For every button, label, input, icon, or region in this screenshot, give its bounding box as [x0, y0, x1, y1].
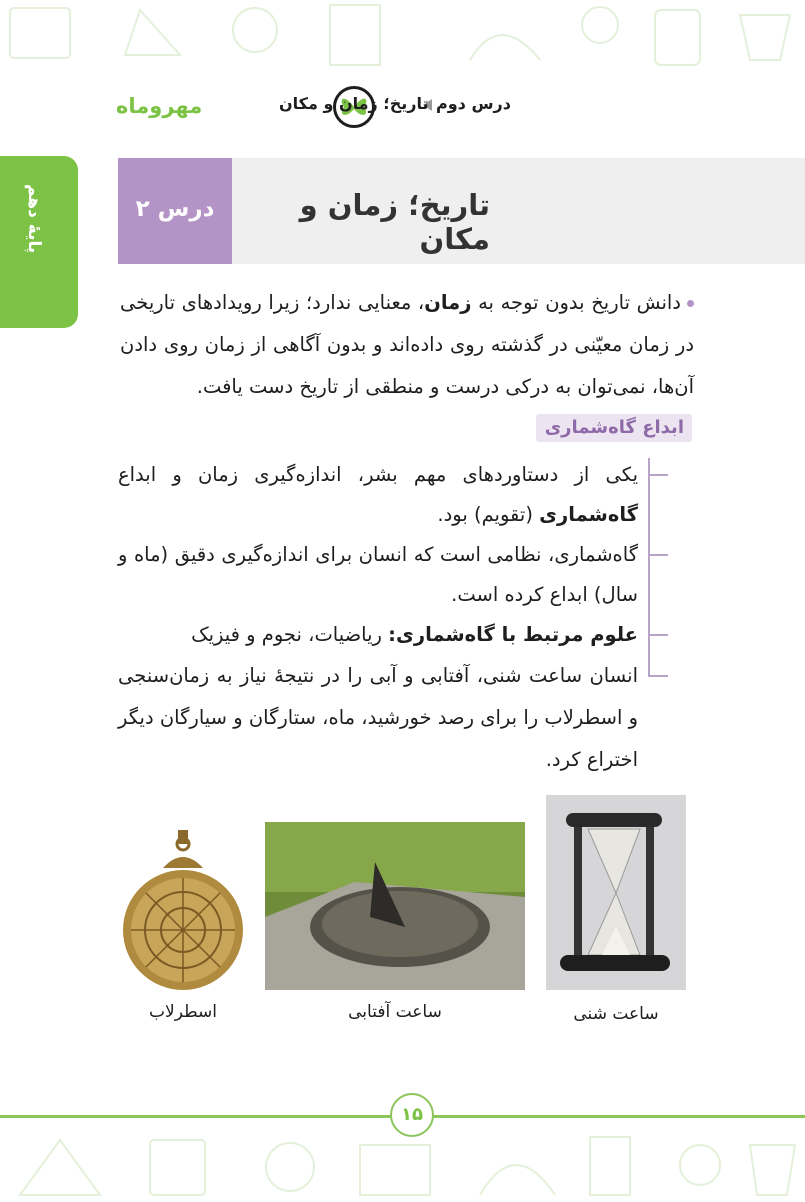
paragraph-invention: یکی از دستاوردهای مهم بشر، اندازه‌گیری زمان و ابداع گاه‌شماری (تقویم) بود. — [118, 463, 638, 526]
paragraph-instruments: انسان ساعت شنی، آفتابی و آبی را در نتیجهٔ نیاز به زمان‌سنجی و اسطرلاب را برای رصد خورشید، ماه، ستارگان و سیارگان دیگر اختراع کرد. — [118, 664, 638, 771]
bracket-tick — [648, 474, 668, 476]
breadcrumb-topic: تاریخ؛ زمان و مکان — [279, 94, 429, 113]
brand-name: مهروماه — [116, 94, 203, 118]
lesson-badge-label: درس ۲ — [135, 196, 215, 222]
decorative-pattern-bottom — [0, 1125, 805, 1202]
breadcrumb-lesson: درس دوم — [436, 94, 511, 113]
bracket-tick — [648, 634, 668, 636]
grade-side-tab — [0, 156, 78, 328]
caption-hourglass: ساعت شنی — [573, 1004, 659, 1024]
bullet-icon — [687, 300, 694, 307]
section-heading — [536, 414, 692, 442]
decorative-pattern-top — [0, 0, 805, 80]
sundial-image — [265, 822, 525, 990]
page-header — [0, 78, 805, 134]
bracket-line — [648, 458, 664, 676]
intro-paragraph: دانش تاریخ بدون توجه به زمان، معنایی ندارد؛ زیرا رویدادهای تاریخی در زمان معیّنی در گذشته روی داده‌اند و بدون آگاهی از زمان روی دادن آن‌ها، نمی‌توان به درکی درست و منطقی از تاریخ دست یافت. — [120, 291, 694, 398]
page-number: ۱۵ — [390, 1093, 434, 1137]
bracket-tick — [648, 675, 668, 677]
lesson-badge — [118, 158, 232, 264]
paragraph-definition: گاه‌شماری، نظامی است که انسان برای اندازه‌گیری دقیق (ماه و سال) ابداع کرده است. — [118, 543, 638, 606]
grade-label: پایهٔ دهم — [24, 184, 44, 254]
page-title: تاریخ؛ زمان و مکان — [299, 188, 490, 256]
bracket-tick — [648, 554, 668, 556]
paragraph-related-sciences: علوم مرتبط با گاه‌شماری: ریاضیات، نجوم و فیزیک — [191, 623, 638, 646]
section-heading-text: ابداع گاه‌شماری — [544, 417, 684, 438]
astrolabe-image — [118, 828, 248, 998]
caption-astrolabe: اسطرلاب — [149, 1002, 217, 1022]
caption-sundial: ساعت آفتابی — [348, 1002, 442, 1022]
hourglass-image — [546, 795, 686, 990]
